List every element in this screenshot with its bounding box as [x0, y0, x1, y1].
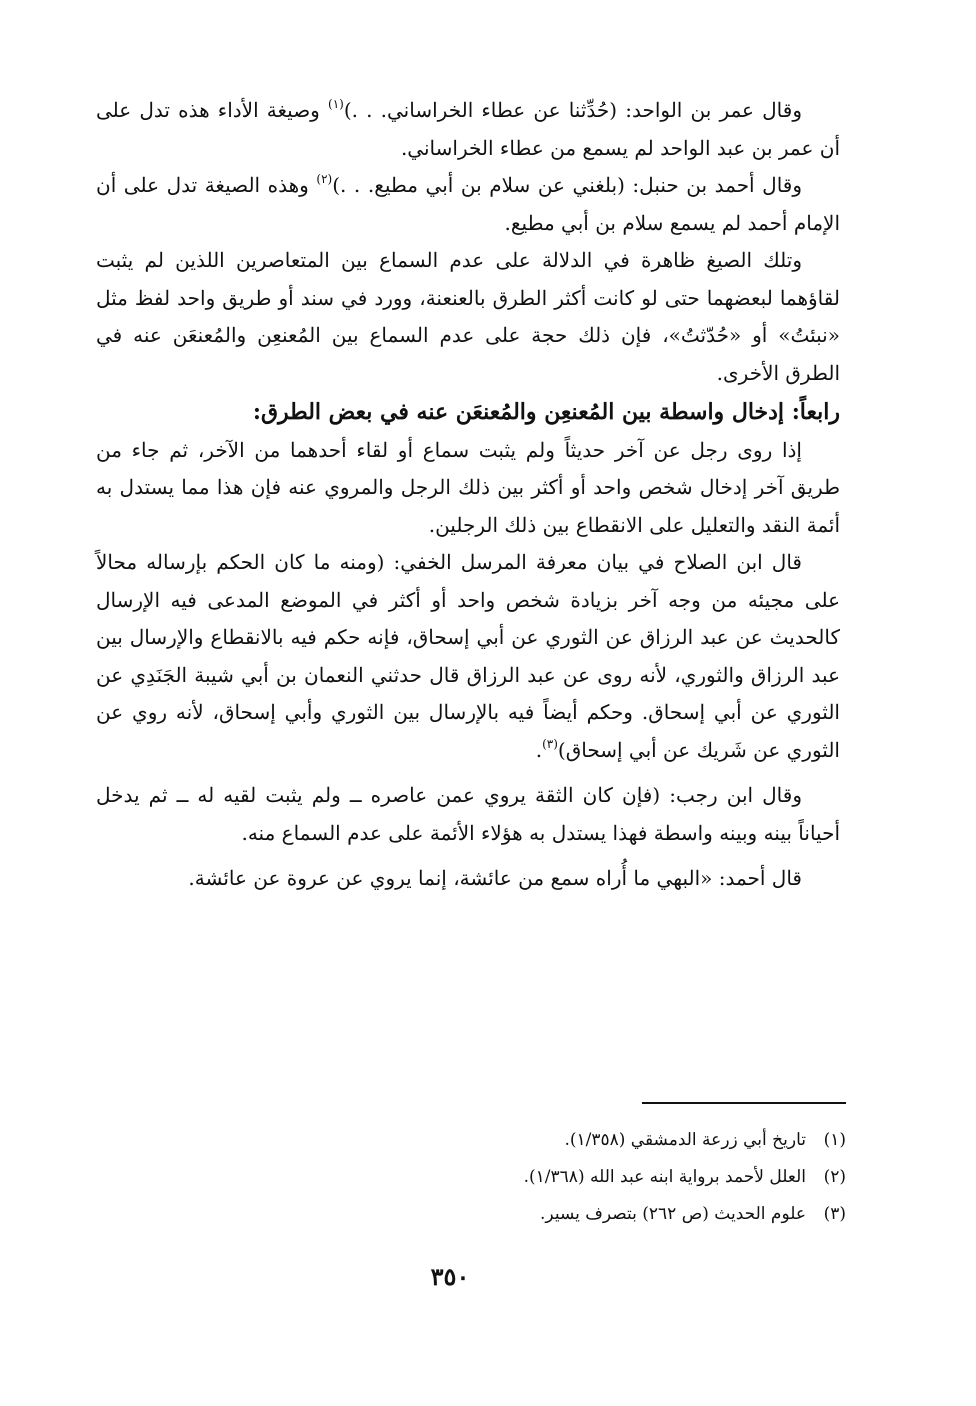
paragraph-2-tail: وهذه الصيغة تدل على أن الإمام أحمد لم يسمع سلام بن أبي مطيع.: [96, 173, 840, 235]
footnote-divider: [642, 1102, 846, 1104]
footnote-number: (٢): [823, 1167, 846, 1187]
footnote-text: تاريخ أبي زرعة الدمشقي (١/٣٥٨).: [564, 1130, 806, 1150]
footnote-ref-3: (٣): [542, 736, 558, 751]
main-text: [96, 92, 840, 898]
paragraph-4: إذا روى رجل عن آخر حديثاً ولم يثبت سماع أو لقاء أحدهما من الآخر، ثم جاء من طريق آخر إدخال شخص واحد أو أكثر بين ذلك الرجل والمروي عنه فإن هذا مما يستدل به أئمة النقد والتعليل على الانقطاع بين ذلك الرجلين.: [96, 437, 840, 537]
footnote-2: [300, 1159, 846, 1196]
footnote-3: [300, 1196, 846, 1233]
paragraph-5-text: قال ابن الصلاح في بيان معرفة المرسل الخفي: (ومنه ما كان الحكم بإرساله محالاً على مجيئه من وجه آخر بزيادة شخص واحد أو أكثر في الموضع المدعى فيه الإرسال كالحديث عن عبد الرزاق عن الثوري عن أبي إسحاق، فإنه حكم فيه بالانقطاع والإرسال بين عبد الرزاق والثوري، لأنه روى عن عبد الرزاق قال حدثني النعمان بن أبي شيبة الجَنَدِي عن الثوري عن أبي إسحاق. وحكم أيضاً فيه بالإرسال بين الثوري وأبي إسحاق، لأنه روي عن الثوري عن شَريك عن أبي إسحاق): [96, 550, 840, 762]
paragraph-1: [96, 92, 840, 167]
paragraph-3: وتلك الصيغ ظاهرة في الدلالة على عدم السماع بين المتعاصرين اللذين لم يثبت لقاؤهما لبعضهما حتى لو كانت أكثر الطرق بالعنعنة، وورد في سند أو طريق واحد لفظ مثل «نبئتُ» أو «حُدّثتُ»، فإن ذلك حجة على عدم السماع بين المُعنعِن والمُعنعَن عنه في الطرق الأخرى.: [96, 248, 840, 385]
paragraph-2: [96, 167, 840, 242]
paragraph-1-tail: وصيغة الأداء هذه تدل على أن عمر بن عبد الواحد لم يسمع من عطاء الخراساني.: [96, 98, 840, 160]
paragraph-1-text: وقال عمر بن الواحد: (حُدِّثنا عن عطاء الخراساني. . .): [343, 98, 802, 122]
page-number: ٣٥٠: [430, 1262, 470, 1291]
section-heading: رابعاً: إدخال واسطة بين المُعنعِن والمُعنعَن عنه في بعض الطرق:: [252, 399, 840, 425]
footnote-ref-2: (٢): [316, 172, 333, 186]
footnote-text: العلل لأحمد برواية ابنه عبد الله (١/٣٦٨).: [523, 1167, 806, 1187]
paragraph-2-text: وقال أحمد بن حنبل: (بلغني عن سلام بن أبي مطيع. . .): [332, 173, 803, 197]
paragraph-6: وقال ابن رجب: (فإن كان الثقة يروي عمن عاصره ــ ولم يثبت لقيه له ــ ثم يدخل أحياناً بينه وبينه واسطة فهذا يستدل به هؤلاء الأئمة على عدم السماع منه.: [96, 783, 840, 845]
footnote-ref-1: (١): [328, 97, 344, 111]
footnote-1: [300, 1122, 846, 1159]
footnote-number: (٣): [823, 1204, 846, 1224]
footnote-number: (١): [823, 1130, 846, 1150]
paragraph-7: قال أحمد: «البهي ما أُراه سمع من عائشة، إنما يروي عن عروة عن عائشة.: [188, 866, 802, 890]
footnotes: [300, 1122, 846, 1233]
paragraph-5-tail: .: [535, 737, 543, 762]
footnote-text: علوم الحديث (ص ٢٦٢) بتصرف يسير.: [540, 1204, 806, 1224]
paragraph-5: [96, 544, 840, 769]
